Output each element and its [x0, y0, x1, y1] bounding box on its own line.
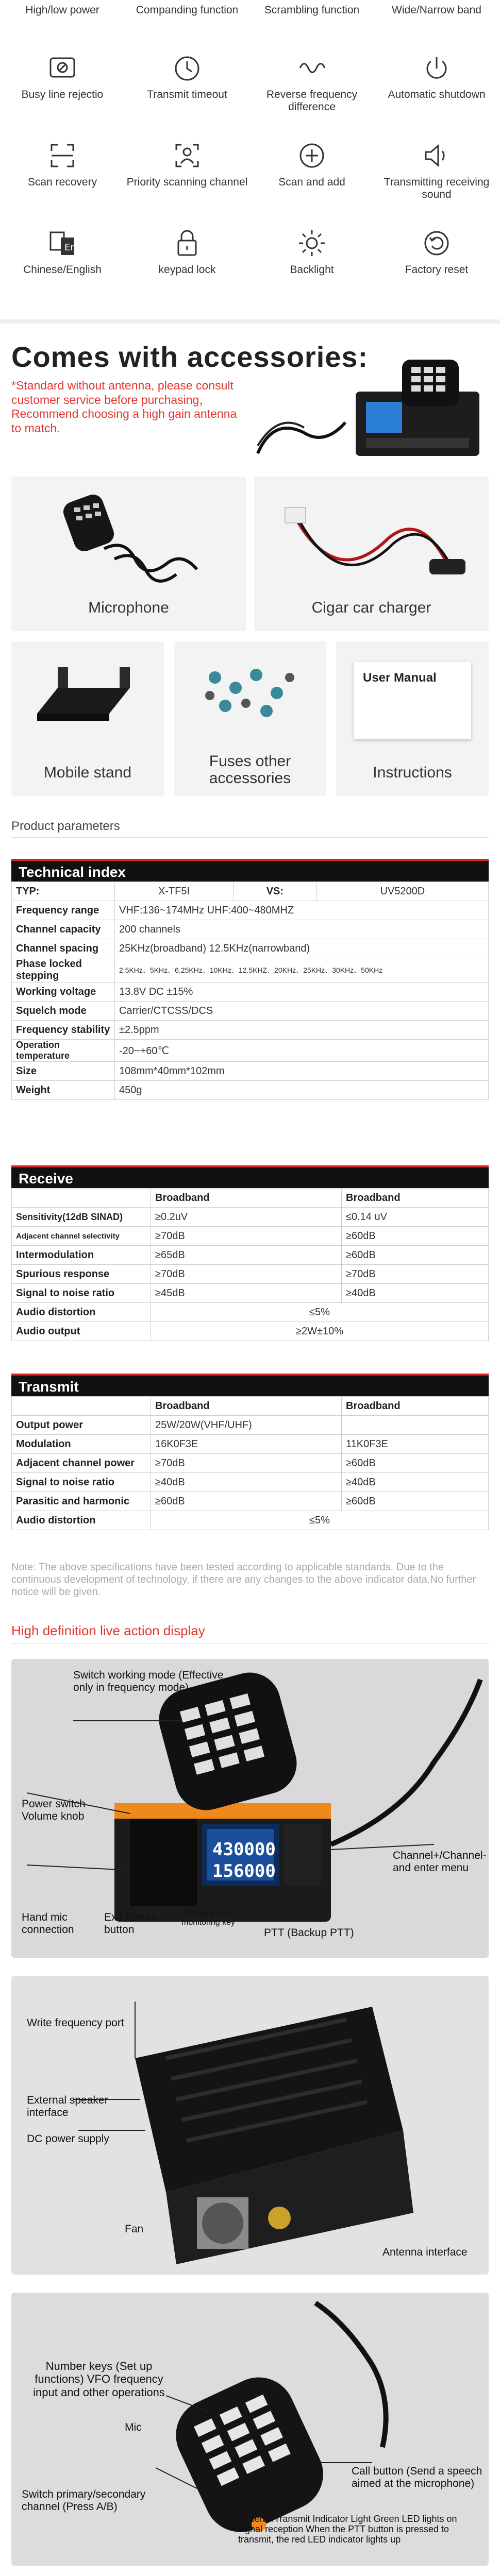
row-value: ≤0.14 uV — [342, 1208, 489, 1227]
manual-cover — [354, 662, 471, 739]
table-row — [12, 1246, 489, 1265]
table-row — [12, 1021, 489, 1040]
row-key: Signal to noise ratio — [12, 1473, 151, 1492]
table-row — [12, 1454, 489, 1473]
backlight-icon — [295, 227, 328, 260]
feature-label: Wide/Narrow band — [392, 4, 481, 16]
table-row — [12, 901, 489, 920]
manual-text: User Manual — [363, 671, 437, 685]
feature-priority-scan — [125, 139, 249, 189]
annotation: DC power supply — [27, 2133, 109, 2145]
radio-product-image — [242, 355, 489, 464]
annotation: Fan — [125, 2223, 144, 2235]
feature-language — [0, 227, 125, 276]
annotation: Number keys (Set up functions) VFO frequency input and other operations — [33, 2360, 165, 2399]
header-empty — [12, 1189, 151, 1208]
table-row — [12, 1416, 489, 1435]
svg-text:En: En — [64, 242, 76, 253]
reset-icon — [420, 227, 453, 260]
vs-value: UV5200D — [316, 882, 488, 901]
accessory-label: Fuses other accessories — [209, 753, 291, 787]
feature-scrambling — [249, 0, 374, 16]
feature-lock — [125, 227, 249, 276]
accessory-card-instructions — [336, 641, 489, 796]
row-value: ≥60dB — [342, 1246, 489, 1265]
live-heading: High definition live action display — [11, 1623, 205, 1638]
header-empty — [12, 1397, 151, 1416]
feature-label: Reverse frequency difference — [266, 89, 358, 113]
row-value: ≤5% — [151, 1303, 489, 1322]
microphone-image — [42, 487, 218, 590]
row-value: ≥2W±10% — [151, 1322, 489, 1341]
row-value: -20~+60℃ — [115, 1040, 489, 1062]
row-key: Spurious response — [12, 1265, 151, 1284]
row-key: Channel capacity — [12, 920, 115, 939]
annotation: Exit Return button — [104, 1911, 158, 1936]
fuses-image — [194, 657, 306, 729]
table-row — [12, 982, 489, 1002]
row-key: Output power — [12, 1416, 151, 1435]
feature-label: Scan and add — [278, 176, 345, 188]
table-row — [12, 939, 489, 958]
row-key: Signal to noise ratio — [12, 1284, 151, 1303]
feature-label: Priority scanning channel — [126, 176, 248, 188]
row-value: 11K0F3E — [342, 1435, 489, 1454]
divider — [0, 319, 500, 324]
priority-scan-icon — [171, 139, 204, 172]
typ-label: TYP: — [12, 882, 115, 901]
row-key: Audio distortion — [12, 1303, 151, 1322]
accessory-label: Microphone — [88, 599, 169, 616]
table-row — [12, 1189, 489, 1208]
feature-label: Chinese/English — [23, 264, 102, 276]
row-key: Intermodulation — [12, 1246, 151, 1265]
row-value: ≥70dB — [342, 1265, 489, 1284]
accessory-label: Mobile stand — [43, 764, 132, 781]
mobile-stand-image — [27, 657, 148, 739]
row-value: 25W/20W(VHF/UHF) — [151, 1416, 342, 1435]
annotation: PTT (Backup PTT) — [264, 1927, 354, 1939]
row-key: Frequency range — [12, 901, 115, 920]
feature-band — [374, 0, 499, 16]
col-header: Broadband — [342, 1397, 489, 1416]
table-row — [12, 1511, 489, 1530]
row-value: VHF:136~174MHz UHF:400~480MHZ — [115, 901, 489, 920]
annotation: Receive/Transmit Indicator Light Green LED lights on signal reception When the PTT button is pressed to transmit, the red LED indicator lights up — [238, 2514, 457, 2545]
feature-sound — [374, 139, 499, 201]
divider — [11, 1643, 489, 1644]
table-row — [12, 920, 489, 939]
sound-icon — [420, 139, 453, 172]
row-key: Channel spacing — [12, 939, 115, 958]
row-value: 13.8V DC ±15% — [115, 982, 489, 1002]
row-key: Frequency stability — [12, 1021, 115, 1040]
accessory-card-mobile-stand — [11, 641, 164, 796]
feature-shutdown — [374, 52, 499, 101]
power-icon — [420, 52, 453, 84]
reverse-freq-icon — [295, 52, 328, 84]
feature-label: High/low power — [25, 4, 99, 16]
feature-timeout — [125, 52, 249, 101]
scan-recovery-icon — [46, 139, 79, 172]
spec-note: Note: The above specifications have been tested according to applicable standards. Due to the continuous development of technology, if there are any changes to the above indicator data.No further notice will be given. — [11, 1562, 476, 1598]
row-key: Modulation — [12, 1435, 151, 1454]
row-value: ≥60dB — [342, 1227, 489, 1246]
row-value: 16K0F3E — [151, 1435, 342, 1454]
row-value: Carrier/CTCSS/DCS — [115, 1002, 489, 1021]
row-value: ≥60dB — [151, 1492, 342, 1511]
row-value: ≥65dB — [151, 1246, 342, 1265]
row-value: ≤5% — [151, 1511, 489, 1530]
annotation: Antenna interface — [382, 2246, 468, 2258]
table-row — [12, 1473, 489, 1492]
table-row — [12, 1492, 489, 1511]
row-value: ≥40dB — [342, 1284, 489, 1303]
feature-label: Backlight — [290, 264, 334, 276]
row-key: Audio distortion — [12, 1511, 151, 1530]
accessory-label: Cigar car charger — [311, 599, 431, 616]
feature-label: Scrambling function — [264, 4, 360, 16]
busy-reject-icon — [46, 52, 79, 84]
row-value: ±2.5ppm — [115, 1021, 489, 1040]
row-value: ≥0.2uV — [151, 1208, 342, 1227]
feature-label: Companding function — [136, 4, 239, 16]
row-value — [342, 1416, 489, 1435]
annotation: Mic — [125, 2421, 142, 2433]
feature-scan-add — [249, 139, 374, 189]
annotation: Hand mic connection — [22, 1911, 74, 1936]
row-key: Working voltage — [12, 982, 115, 1002]
row-value: ≥70dB — [151, 1227, 342, 1246]
row-value: 450g — [115, 1081, 489, 1100]
accessories-title: Comes with accessories: — [11, 341, 369, 373]
table-row — [12, 1397, 489, 1416]
col-header: Broadband — [151, 1397, 342, 1416]
table-row — [12, 1435, 489, 1454]
row-value: ≥60dB — [342, 1454, 489, 1473]
annotation: Switch working mode (Effective only in frequency mode) — [73, 1669, 224, 1694]
table-row — [12, 1208, 489, 1227]
photo-rear-panel — [11, 1976, 489, 2275]
feature-label: Automatic shutdown — [388, 89, 486, 100]
photo-hand-mic — [11, 2293, 489, 2566]
accessory-card-microphone — [11, 477, 246, 631]
feature-power-level — [0, 0, 125, 16]
accessory-card-fuses — [174, 641, 326, 796]
tech-table-title: Technical index — [11, 859, 489, 882]
row-value: ≥70dB — [151, 1454, 342, 1473]
transmit-table-title: Transmit — [11, 1374, 489, 1396]
annotation: Display panel monitoring key — [181, 1909, 236, 1927]
table-row — [12, 882, 489, 901]
vs-label: VS: — [234, 882, 317, 901]
row-key: Phase locked stepping — [12, 958, 115, 982]
feature-label: Transmitting receiving sound — [384, 176, 490, 201]
feature-companding — [125, 0, 249, 16]
col-header: Broadband — [151, 1189, 342, 1208]
accessory-label: Instructions — [373, 764, 452, 781]
table-row — [12, 1303, 489, 1322]
feature-label: Transmit timeout — [147, 89, 227, 100]
scan-add-icon — [295, 139, 328, 172]
col-header: Broadband — [342, 1189, 489, 1208]
table-row — [12, 1322, 489, 1341]
table-row — [12, 1227, 489, 1246]
row-key: Parasitic and harmonic — [12, 1492, 151, 1511]
row-value: 108mm*40mm*102mm — [115, 1062, 489, 1081]
accessory-card-cigar-charger — [254, 477, 489, 631]
table-row — [12, 1040, 489, 1062]
row-key: Audio output — [12, 1322, 151, 1341]
row-value: ≥45dB — [151, 1284, 342, 1303]
accessories-note: *Standard without antenna, please consult customer service before purchasing， Recommend choosing a high gain antenna to match. — [11, 379, 237, 435]
lock-icon — [171, 227, 204, 260]
row-value: ≥40dB — [151, 1473, 342, 1492]
feature-reverse-freq — [249, 52, 374, 113]
table-row — [12, 1062, 489, 1081]
feature-backlight — [249, 227, 374, 276]
row-value: 2.5KHz、5KHz、6.25KHz、10KHz、12.5KHZ、20KHz、25KHz、30KHz、50KHz — [115, 958, 489, 982]
typ-value: X-TF5I — [115, 882, 234, 901]
transmit-table — [11, 1396, 489, 1530]
feature-reset — [374, 227, 499, 276]
row-value: 200 channels — [115, 920, 489, 939]
timer-icon — [171, 52, 204, 84]
annotation: Channel+/Channel- and enter menu — [393, 1850, 487, 1874]
car-charger-image — [275, 487, 471, 590]
feature-label: Busy line rejectio — [21, 89, 104, 100]
annotation: Write frequency port — [27, 2017, 124, 2029]
annotation: Power switch Volume knob — [22, 1798, 86, 1823]
annotation: Switch primary/secondary channel (Press A/B) — [22, 2488, 146, 2513]
row-key: Size — [12, 1062, 115, 1081]
row-key: Squelch mode — [12, 1002, 115, 1021]
row-value: ≥60dB — [342, 1492, 489, 1511]
photo-front-panel — [11, 1659, 489, 1958]
table-row — [12, 1002, 489, 1021]
receive-table-title: Receive — [11, 1165, 489, 1188]
params-heading: Product parameters — [11, 819, 120, 833]
language-icon — [46, 227, 79, 260]
tech-table — [11, 882, 489, 1100]
feature-label: Factory reset — [405, 264, 469, 276]
table-row — [12, 1081, 489, 1100]
feature-label: Scan recovery — [27, 176, 97, 188]
row-value: 25KHz(broadband) 12.5KHz(narrowband) — [115, 939, 489, 958]
feature-label: keypad lock — [158, 264, 216, 276]
table-row — [12, 958, 489, 982]
row-value: ≥70dB — [151, 1265, 342, 1284]
feature-scan-recovery — [0, 139, 125, 189]
receive-table — [11, 1188, 489, 1341]
annotation: Call button (Send a speech aimed at the microphone) — [352, 2465, 482, 2490]
annotation: External speaker interface — [27, 2094, 108, 2119]
display-line-2: 156000 — [212, 1861, 276, 1882]
display-line-1: 430000 — [212, 1839, 276, 1860]
divider — [11, 837, 489, 838]
row-value: ≥40dB — [342, 1473, 489, 1492]
row-key: Adjacent channel selectivity — [12, 1227, 151, 1246]
row-key: Weight — [12, 1081, 115, 1100]
row-key: Adjacent channel power — [12, 1454, 151, 1473]
table-row — [12, 1265, 489, 1284]
table-row — [12, 1284, 489, 1303]
row-key: Operation temperature — [12, 1040, 115, 1062]
feature-busy-reject — [0, 52, 125, 101]
row-key: Sensitivity(12dB SINAD) — [12, 1208, 151, 1227]
